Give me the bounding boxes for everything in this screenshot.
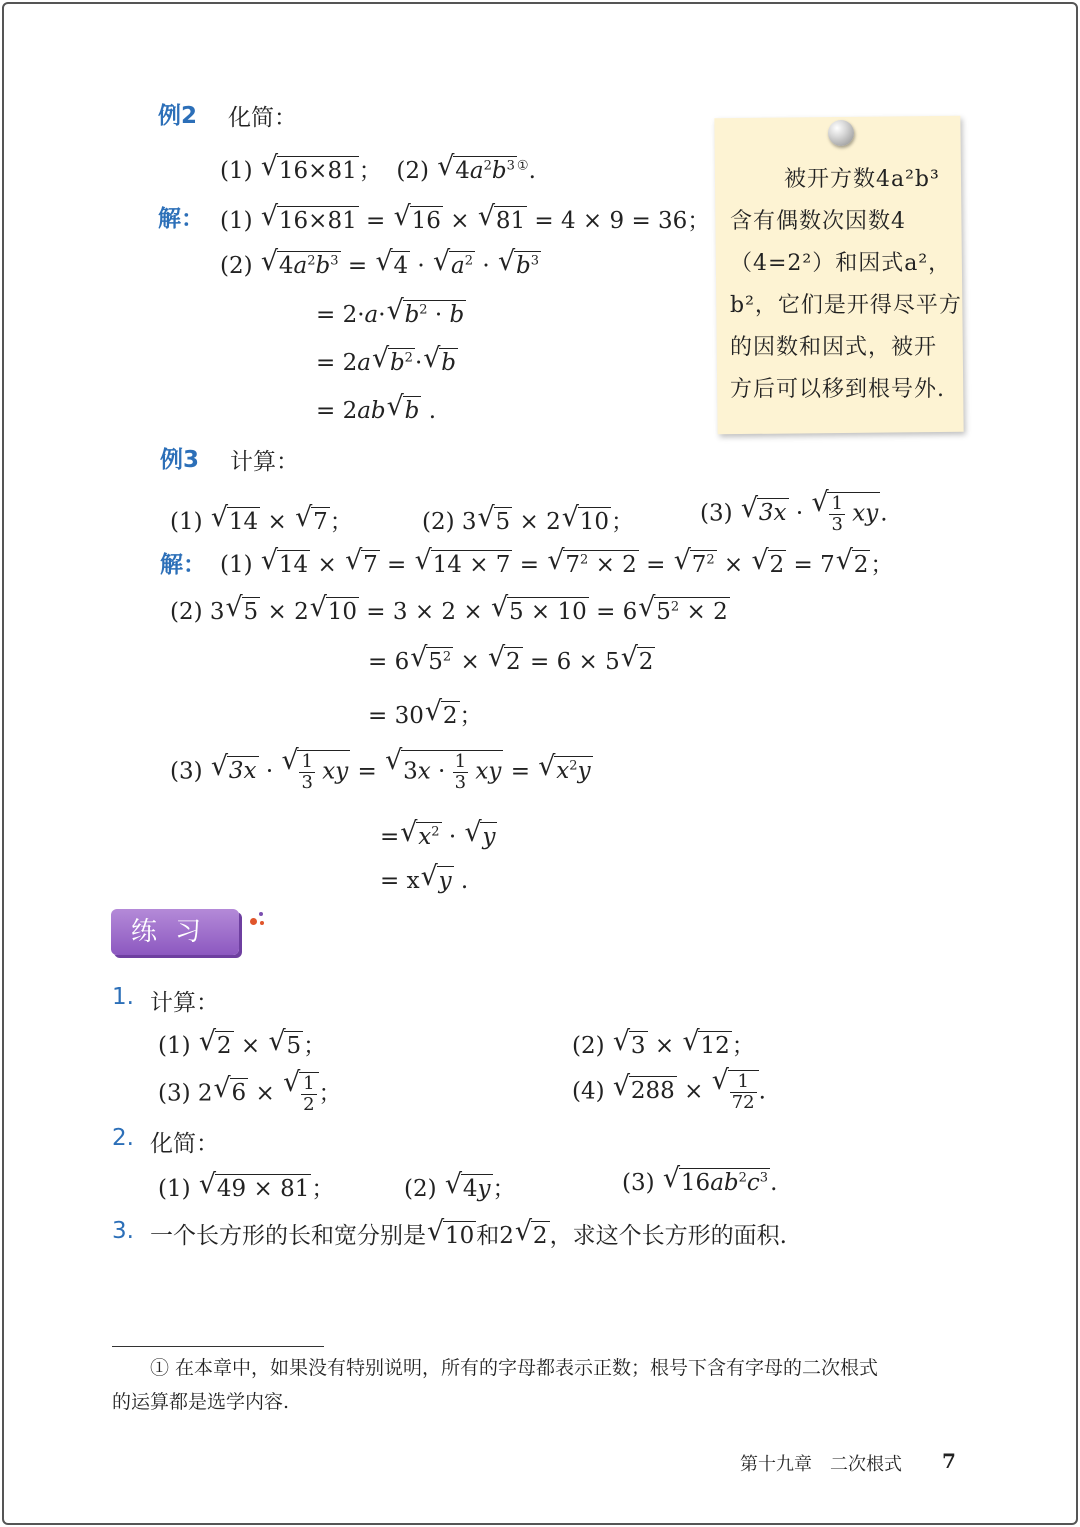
solution3-line1: (1) √ 14 × √ 7 = √ 14 × 7 = √ $7^2 \times 2$ = √ $7^2$ × √ 2 = 7√ 2； — [220, 546, 893, 579]
solution2-line5: = 2ab√ b . — [316, 396, 436, 424]
solution3-line3: = 6√ $5^2$ × √ 2 = 6 × 5√ 2 — [368, 647, 655, 675]
practice-item-2-title: 化简： — [150, 1131, 219, 1157]
solution3-label: 解： — [160, 552, 206, 578]
solution2-line2: (2) √ $4a^2b^3$ = √ 4 · √ $a^2$ · √ $b^3$ — [220, 251, 541, 279]
practice-1-1: (1) √ 2 × √ 5； — [158, 1027, 326, 1060]
example2-title: 化简： — [228, 105, 297, 131]
practice-item-2-number: 2. — [112, 1125, 134, 1151]
solution3-line2: (2) 3√ 5 × 2√ 10 = 3 × 2 × √ 5 × 10 = 6√ $5^2 \times 2$ — [170, 597, 730, 625]
example3-q3: (3) √ 3x · √ $\frac{1}{3}$ xy. — [700, 492, 888, 535]
practice-item-1-number: 1. — [112, 984, 134, 1010]
example3-q2: (2) 3√ 5 × 2√ 10； — [422, 503, 634, 536]
solution2-line3: = 2·a·√ $b^2 \cdot b$ — [316, 300, 466, 328]
practice-item-3-text: 一个长方形的长和宽分别是√ 10和2√ 2，求这个长方形的面积. — [150, 1217, 787, 1250]
note-line: 的因数和因式，被开 — [730, 335, 938, 360]
footnote-line-2: 的运算都是选学内容. — [112, 1391, 290, 1413]
solution3-line5: (3) √ 3x · √ $\frac{1}{3}$ xy = √ 3x · $\frac{1}{3}$ xy = √ $x^2y$ — [170, 750, 593, 793]
solution2-label: 解： — [158, 206, 204, 232]
solution2-line4: = 2a√ $b^2\cdot√$ b — [316, 348, 458, 376]
practice-item-3-number: 3. — [112, 1218, 134, 1244]
footnote-rule — [112, 1346, 324, 1347]
page-number: 7 — [942, 1449, 956, 1473]
note-line: 含有偶数次因数4 — [730, 209, 906, 234]
example3-title: 计算： — [230, 449, 299, 475]
example3-label: 例3 — [160, 447, 200, 473]
practice-heading: 练习 — [111, 909, 239, 955]
note-line: b²，它们是开得尽平方 — [730, 293, 962, 318]
example2-questions: (1) √ 16×81； (2) √ $4a^2b^3$ ①. — [220, 152, 536, 185]
pushpin-icon — [828, 120, 854, 146]
note-line: （4=2²）和因式a²， — [730, 251, 952, 276]
practice-2-1: (1) √ 49 × 81； — [158, 1170, 334, 1203]
example3-q1: (1) √ 14 × √ 7； — [170, 503, 353, 536]
solution3-line7: = x√ y . — [380, 866, 468, 894]
solution3-line4: = 30√ 2； — [368, 697, 483, 730]
note-line: 方后可以移到根号外. — [730, 377, 945, 402]
footnote-mark: ① — [516, 158, 529, 174]
practice-2-2: (2) √ 4y； — [404, 1170, 516, 1203]
footnote-line-1: ① 在本章中，如果没有特别说明，所有的字母都表示正数；根号下含有字母的二次根式 — [150, 1357, 879, 1379]
practice-1-4: (4) √ 288 × √ $\frac{1}{72}$ . — [572, 1070, 766, 1113]
practice-item-1-title: 计算： — [150, 990, 219, 1016]
example2-label: 例2 — [158, 103, 198, 129]
note-line: 被开方数4a²b³ — [784, 167, 940, 192]
chapter-title: 第十九章 二次根式 — [740, 1454, 902, 1475]
solution2-line1: (1) √ 16×81 = √ 16 × √ 81 = 4 × 9 = 36； — [220, 202, 710, 235]
solution3-line6: =√ $x^2$ · √ y — [380, 822, 497, 850]
practice-2-3: (3) √ $16ab^2c^3$. — [622, 1168, 777, 1196]
practice-1-2: (2) √ 3 × √ 12； — [572, 1027, 755, 1060]
practice-1-3: (3) 2√ 6 × √ $\frac{1}{2}$ ； — [158, 1072, 342, 1115]
